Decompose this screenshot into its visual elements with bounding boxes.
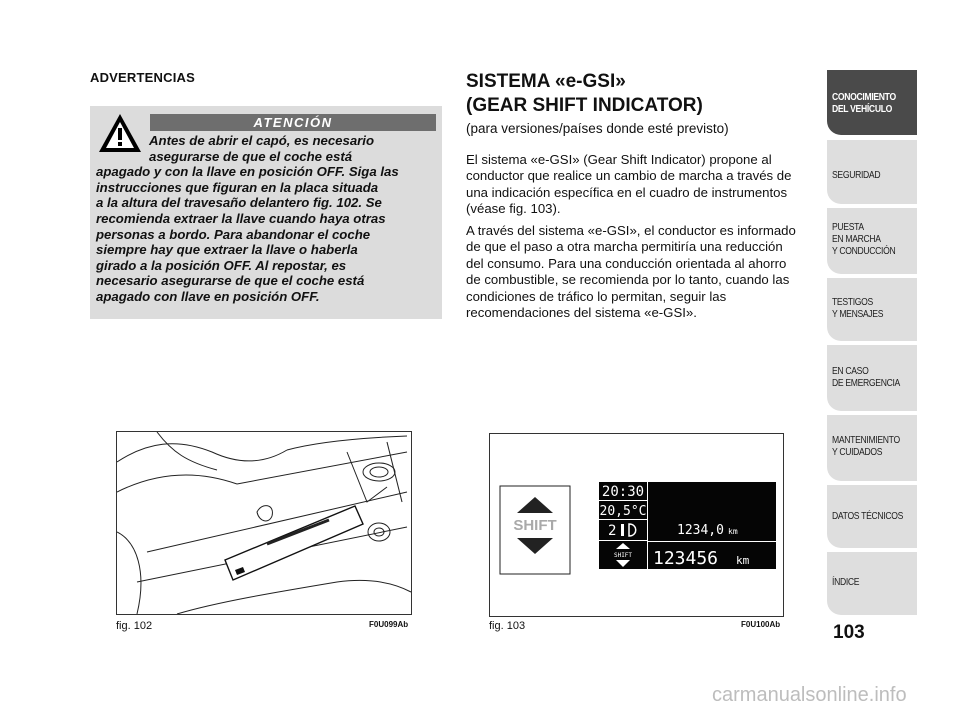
figure-103-code: F0U100Ab	[741, 620, 781, 629]
paragraph-line: una indicación específica en el cuadro de instrumentos	[466, 184, 788, 200]
figure-103-caption: fig. 103	[489, 620, 526, 632]
paragraph-line: de que el paso a otra marcha permitiría una reducción	[466, 239, 783, 255]
tab-conocimiento-del-vehiculo[interactable]	[827, 70, 917, 135]
lcd-shift-small: SHIFT	[613, 552, 633, 559]
warning-line: a la altura del travesaño delantero fig. 102. Se	[96, 195, 382, 211]
tab-label-line: CONOCIMIENTO	[832, 91, 896, 103]
lcd-temperature: 20,5°C	[599, 504, 647, 519]
tab-label	[832, 91, 896, 115]
paragraph-line: A través del sistema «e-GSI», el conductor es informado	[466, 223, 796, 238]
section-label-advertencias: ADVERTENCIAS	[90, 70, 195, 85]
tab-label-line: Y MENSAJES	[832, 308, 884, 320]
section-subtitle: (para versiones/países donde esté previsto)	[466, 121, 729, 136]
tab-testigos-y-mensajes[interactable]	[827, 278, 917, 341]
paragraph-line: El sistema «e-GSI» (Gear Shift Indicator) propone al	[466, 152, 772, 167]
paragraph-line: de combustible, se recomienda por lo tanto, cuando las	[466, 272, 790, 288]
lcd-trip-value: 1234,0	[677, 523, 724, 538]
tab-label-line: EN MARCHA	[832, 233, 881, 245]
warning-title: ATENCIÓN	[150, 114, 436, 131]
tab-puesta-en-marcha[interactable]	[827, 208, 917, 274]
section-title	[466, 70, 703, 118]
tab-label	[832, 296, 883, 320]
warning-line: apagado con llave en posición OFF.	[96, 288, 320, 304]
tab-label-line: SEGURIDAD	[832, 169, 881, 181]
warning-line: apagado y con la llave en posición OFF. Siga las	[96, 164, 399, 180]
section-title-line2: (GEAR SHIFT INDICATOR)	[466, 95, 703, 116]
warning-line: instrucciones que figuran en la placa situada	[96, 179, 379, 195]
tab-label	[832, 221, 895, 257]
paragraph-line: (véase fig. 103).	[466, 201, 561, 217]
watermark: carmanualsonline.info	[712, 684, 907, 706]
shift-label: SHIFT	[513, 517, 557, 534]
warning-line: girado a la posición OFF. Al repostar, es	[96, 257, 347, 273]
tab-label	[832, 169, 880, 181]
tab-label	[832, 434, 900, 458]
tab-label-line: PUESTA	[832, 221, 864, 233]
paragraph-line: condiciones de tráfico lo permitan, seguir las	[466, 288, 727, 304]
lcd-gear: 2	[608, 523, 617, 539]
page-number: 103	[833, 622, 865, 643]
tab-label-line: DEL VEHÍCULO	[832, 103, 893, 115]
lcd-odometer-unit: km	[736, 554, 750, 567]
tab-label-line: DE EMERGENCIA	[832, 377, 900, 389]
warning-line: necesario asegurarse de que el coche está	[96, 273, 365, 289]
warning-text	[96, 133, 438, 305]
lcd-time: 20:30	[601, 484, 645, 500]
tab-label-line: MANTENIMIENTO	[832, 434, 900, 446]
paragraph-line: del consumo. Para una conducción orientada al ahorro	[466, 255, 787, 271]
tab-label	[832, 365, 900, 389]
tab-label-line: Y CONDUCCIÓN	[832, 245, 896, 257]
tab-label-line: EN CASO	[832, 365, 869, 377]
tab-label-line: Y CUIDADOS	[832, 446, 883, 458]
tab-label-line: ÍNDICE	[832, 576, 860, 588]
tab-en-caso-de-emergencia[interactable]	[827, 345, 917, 411]
warning-line: Antes de abrir el capó, es necesario	[149, 133, 375, 148]
warning-line: personas a bordo. Para abandonar el coche	[96, 226, 371, 242]
tab-mantenimiento-y-cuidados[interactable]	[827, 415, 917, 481]
tab-seguridad[interactable]	[827, 140, 917, 204]
paragraph-line: recomendaciones del sistema «e-GSI».	[466, 305, 697, 321]
warning-line: siempre hay que extraer la llave o haberla	[96, 242, 358, 258]
figure-102-caption: fig. 102	[116, 620, 153, 632]
tab-label-line: TESTIGOS	[832, 296, 873, 308]
tab-label	[832, 576, 859, 588]
tab-label	[832, 510, 903, 522]
cluster-display-illustration	[490, 434, 783, 616]
tab-indice[interactable]	[827, 552, 917, 615]
figure-103-frame	[489, 433, 784, 617]
lcd-trip-unit: km	[728, 527, 738, 536]
warning-line: asegurarse de que el coche está	[149, 148, 353, 164]
warning-line: recomienda extraer la llave cuando haya otras	[96, 210, 386, 226]
engine-bay-illustration	[117, 432, 411, 614]
figure-102-code: F0U099Ab	[369, 620, 409, 629]
paragraph-line: conductor que realice un cambio de marcha a través de	[466, 168, 792, 184]
tab-datos-tecnicos[interactable]	[827, 485, 917, 548]
paragraph-1	[466, 152, 822, 218]
tab-label-line: DATOS TÉCNICOS	[832, 510, 904, 522]
figure-102-frame	[116, 431, 412, 615]
paragraph-2	[466, 223, 822, 321]
lcd-odometer-value: 123456	[653, 548, 719, 569]
section-title-line1: SISTEMA «e-GSI»	[466, 71, 626, 92]
